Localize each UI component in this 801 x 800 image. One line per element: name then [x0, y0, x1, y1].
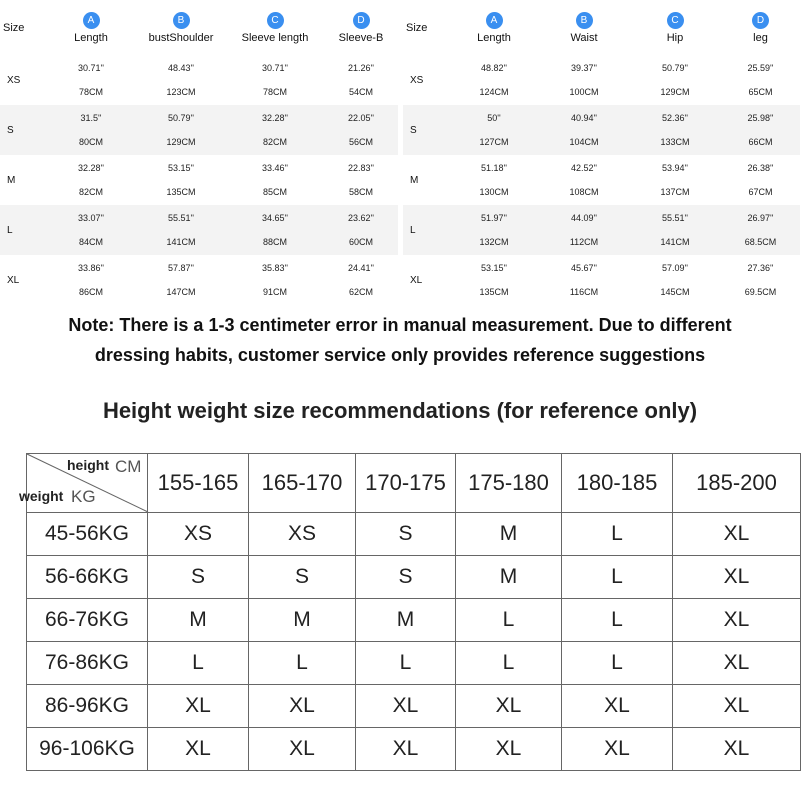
measurement-value — [629, 162, 721, 198]
size-row — [0, 155, 398, 205]
badge-icon: D — [752, 12, 769, 29]
recommended-size: XL — [562, 728, 673, 771]
measurement-cell — [629, 105, 721, 155]
height-unit: CM — [115, 457, 142, 476]
recommended-size: M — [249, 599, 356, 642]
size-label: XL — [410, 274, 423, 286]
measurement-value — [46, 62, 136, 98]
measurement-value — [721, 262, 800, 298]
pants-col-header: B Waist — [539, 0, 629, 55]
recommended-size: L — [456, 599, 562, 642]
pants-size-body — [403, 55, 800, 305]
badge-icon: B — [576, 12, 593, 29]
height-range-header: 155-165 — [148, 454, 249, 513]
weight-range: 66-76KG — [27, 599, 148, 642]
cm-value: 130CM — [479, 187, 509, 197]
tops-size-table — [0, 0, 398, 305]
cm-value: 137CM — [660, 187, 690, 197]
measurement-value — [46, 212, 136, 248]
inch-value: 25.59'' — [747, 63, 774, 73]
recommended-size: S — [148, 556, 249, 599]
inch-value: 27.36'' — [747, 263, 774, 273]
recommended-size: L — [356, 642, 456, 685]
cm-value: 147CM — [166, 287, 196, 297]
inch-value: 40.94'' — [571, 113, 597, 123]
pants-col-header: D leg — [721, 0, 800, 55]
height-range-header: 185-200 — [673, 454, 801, 513]
size-label: M — [7, 174, 16, 186]
inch-value: 24.41'' — [348, 263, 374, 273]
cm-value: 80CM — [78, 137, 103, 147]
inch-value: 34.65'' — [262, 213, 288, 223]
recommended-size: S — [249, 556, 356, 599]
cm-value: 54CM — [348, 87, 373, 97]
corner-cell — [19, 454, 148, 513]
cm-value: 100CM — [569, 87, 599, 97]
tops-size-panel — [0, 0, 398, 305]
measurement-value — [449, 112, 539, 148]
pants-size-header: Size — [406, 21, 428, 34]
inch-value: 22.05'' — [348, 113, 374, 123]
recommended-size: XL — [148, 728, 249, 771]
cm-value: 135CM — [479, 287, 509, 297]
recommended-size: S — [356, 556, 456, 599]
recommendation-table — [19, 453, 801, 771]
recommended-size: S — [356, 513, 456, 556]
measurement-cell — [136, 105, 226, 155]
measurement-note — [0, 310, 800, 370]
measurement-cell — [629, 55, 721, 105]
measurement-cell — [721, 155, 800, 205]
inch-value: 48.82'' — [481, 63, 507, 73]
measurement-cell — [136, 55, 226, 105]
tops-col-header: A Length — [46, 0, 136, 55]
cm-value: 132CM — [479, 237, 509, 247]
measurement-value — [539, 262, 629, 298]
cm-value: 56CM — [348, 137, 373, 147]
weight-range: 86-96KG — [27, 685, 148, 728]
inch-value: 26.38'' — [747, 163, 774, 173]
pants-header-row — [403, 0, 800, 55]
size-label: XS — [410, 74, 424, 86]
size-row — [403, 205, 800, 255]
recommended-size: XL — [673, 642, 801, 685]
recommendation-row — [27, 642, 801, 685]
inch-value: 31.5'' — [80, 113, 102, 123]
measurement-value — [721, 162, 800, 198]
tops-col-header: D Sleeve-B — [324, 0, 398, 55]
recommendation-body — [19, 454, 801, 771]
measurement-cell — [226, 255, 324, 305]
cm-value: 82CM — [78, 187, 103, 197]
measurement-cell — [539, 155, 629, 205]
measurement-value — [324, 162, 398, 198]
measurement-value — [629, 262, 721, 298]
measurement-cell — [46, 55, 136, 105]
weight-range: 76-86KG — [27, 642, 148, 685]
inch-value: 50'' — [487, 113, 501, 123]
size-row — [403, 155, 800, 205]
size-label: L — [410, 224, 416, 236]
recommended-size: XL — [673, 513, 801, 556]
inch-value: 30.71'' — [262, 63, 288, 73]
measurement-value — [226, 62, 324, 98]
measurement-cell — [539, 205, 629, 255]
measurement-cell — [136, 205, 226, 255]
badge-icon: A — [486, 12, 503, 29]
recommended-size: XL — [456, 728, 562, 771]
measurement-cell — [226, 205, 324, 255]
recommendation-row — [27, 728, 801, 771]
recommended-size: L — [249, 642, 356, 685]
size-row — [0, 105, 398, 155]
cm-value: 116CM — [569, 287, 599, 297]
inch-value: 35.83'' — [262, 263, 288, 273]
measurement-value — [449, 262, 539, 298]
cm-value: 145CM — [660, 287, 690, 297]
inch-value: 57.09'' — [662, 263, 688, 273]
recommended-size: M — [356, 599, 456, 642]
cm-value: 82CM — [262, 137, 287, 147]
recommendation-row — [27, 599, 801, 642]
cm-value: 141CM — [660, 237, 690, 247]
recommended-size: M — [148, 599, 249, 642]
measurement-value — [324, 112, 398, 148]
tops-col-header: C Sleeve length — [226, 0, 324, 55]
size-row — [0, 55, 398, 105]
measurement-value — [136, 212, 226, 248]
cm-value: 133CM — [660, 137, 690, 147]
recommended-size: XL — [356, 728, 456, 771]
size-row — [403, 105, 800, 155]
weight-range: 96-106KG — [27, 728, 148, 771]
cm-value: 141CM — [166, 237, 196, 247]
cm-value: 65CM — [748, 87, 773, 97]
inch-value: 45.67'' — [571, 263, 597, 273]
recommended-size: L — [456, 642, 562, 685]
recommended-size: L — [148, 642, 249, 685]
measurement-value — [449, 212, 539, 248]
measurement-cell — [629, 255, 721, 305]
measurement-value — [136, 162, 226, 198]
recommended-size: XL — [148, 685, 249, 728]
measurement-cell — [539, 255, 629, 305]
cm-value: 84CM — [78, 237, 103, 247]
measurement-cell — [324, 255, 398, 305]
cm-value: 104CM — [569, 137, 599, 147]
measurement-cell — [629, 205, 721, 255]
height-range-header: 170-175 — [356, 454, 456, 513]
height-range-header: 180-185 — [562, 454, 673, 513]
height-range-header: 175-180 — [456, 454, 562, 513]
measurement-value — [226, 112, 324, 148]
measurement-cell — [324, 55, 398, 105]
cm-value: 108CM — [569, 187, 599, 197]
measurement-value — [324, 262, 398, 298]
measurement-cell — [226, 105, 324, 155]
note-line: Note: There is a 1-3 centimeter error in manual measurement. Due to different — [68, 315, 732, 335]
measurement-value — [539, 112, 629, 148]
inch-value: 32.28'' — [78, 163, 104, 173]
size-label: S — [7, 124, 14, 136]
inch-value: 53.15'' — [481, 263, 507, 273]
recommended-size: L — [562, 642, 673, 685]
size-row — [0, 205, 398, 255]
inch-value: 33.07'' — [78, 213, 104, 223]
measurement-value — [449, 62, 539, 98]
recommended-size: XL — [562, 685, 673, 728]
size-row — [0, 255, 398, 305]
recommended-size: XL — [356, 685, 456, 728]
size-label: S — [410, 124, 417, 136]
size-label: XS — [7, 74, 21, 86]
recommendation-header-row — [27, 454, 801, 513]
cm-value: 123CM — [166, 87, 196, 97]
cm-value: 129CM — [660, 87, 690, 97]
measurement-value — [46, 112, 136, 148]
measurement-cell — [324, 155, 398, 205]
cm-value: 91CM — [262, 287, 287, 297]
cm-value: 85CM — [262, 187, 287, 197]
cm-value: 127CM — [479, 137, 509, 147]
inch-value: 51.18'' — [481, 163, 507, 173]
inch-value: 44.09'' — [571, 213, 597, 223]
tops-size-body — [0, 55, 398, 305]
measurement-cell — [449, 105, 539, 155]
cm-value: 135CM — [166, 187, 196, 197]
cm-value: 62CM — [348, 287, 373, 297]
measurement-value — [324, 212, 398, 248]
cm-value: 66CM — [748, 137, 773, 147]
recommended-size: L — [562, 556, 673, 599]
measurement-cell — [539, 55, 629, 105]
cm-value: 69.5CM — [744, 287, 777, 297]
inch-value: 48.43'' — [168, 63, 194, 73]
inch-value: 26.97'' — [747, 213, 774, 223]
inch-value: 22.83'' — [348, 163, 374, 173]
measurement-value — [136, 62, 226, 98]
height-label: height — [67, 457, 109, 473]
inch-value: 21.26'' — [348, 63, 374, 73]
measurement-value — [721, 62, 800, 98]
weight-unit: KG — [71, 487, 96, 506]
note-line: dressing habits, customer service only provides reference suggestions — [94, 345, 706, 365]
measurement-cell — [721, 255, 800, 305]
measurement-value — [721, 212, 800, 248]
inch-value: 52.36'' — [662, 113, 688, 123]
badge-icon: B — [173, 12, 190, 29]
measurement-value — [449, 162, 539, 198]
inch-value: 50.79'' — [168, 113, 194, 123]
inch-value: 53.94'' — [662, 163, 688, 173]
cm-value: 112CM — [569, 237, 599, 247]
badge-icon: C — [267, 12, 284, 29]
cm-value: 129CM — [166, 137, 196, 147]
inch-value: 57.87'' — [168, 263, 194, 273]
pants-size-table — [403, 0, 800, 305]
measurement-value — [629, 112, 721, 148]
recommended-size: XS — [249, 513, 356, 556]
recommendation-row — [27, 556, 801, 599]
size-label: M — [410, 174, 419, 186]
weight-range: 56-66KG — [27, 556, 148, 599]
inch-value: 53.15'' — [168, 163, 194, 173]
measurement-value — [46, 162, 136, 198]
measurement-cell — [449, 205, 539, 255]
recommended-size: L — [562, 599, 673, 642]
measurement-value — [539, 162, 629, 198]
measurement-cell — [136, 255, 226, 305]
inch-value: 39.37'' — [571, 63, 597, 73]
inch-value: 30.71'' — [78, 63, 104, 73]
recommendation-title: Height weight size recommendations (for reference only) — [102, 398, 698, 423]
badge-icon: A — [83, 12, 100, 29]
height-range-header: 165-170 — [249, 454, 356, 513]
recommended-size: XL — [673, 556, 801, 599]
inch-value: 32.28'' — [262, 113, 288, 123]
measurement-cell — [46, 155, 136, 205]
recommended-size: XS — [148, 513, 249, 556]
cm-value: 88CM — [262, 237, 287, 247]
cm-value: 58CM — [348, 187, 373, 197]
recommended-size: XL — [673, 599, 801, 642]
recommended-size: XL — [673, 728, 801, 771]
recommendation-row — [27, 513, 801, 556]
cm-value: 78CM — [78, 87, 103, 97]
recommended-size: XL — [249, 685, 356, 728]
measurement-value — [324, 62, 398, 98]
measurement-cell — [629, 155, 721, 205]
inch-value: 51.97'' — [481, 213, 507, 223]
measurement-value — [629, 212, 721, 248]
tops-size-header: Size — [3, 21, 25, 34]
measurement-cell — [46, 105, 136, 155]
recommended-size: XL — [673, 685, 801, 728]
measurement-cell — [721, 205, 800, 255]
pants-col-header: C Hip — [629, 0, 721, 55]
recommended-size: XL — [456, 685, 562, 728]
measurement-value — [226, 162, 324, 198]
measurement-value — [226, 212, 324, 248]
size-label: XL — [7, 274, 20, 286]
cm-value: 78CM — [262, 87, 287, 97]
cm-value: 124CM — [479, 87, 509, 97]
measurement-cell — [226, 55, 324, 105]
measurement-cell — [46, 255, 136, 305]
weight-range: 45-56KG — [27, 513, 148, 556]
recommended-size: XL — [249, 728, 356, 771]
recommendation-row — [27, 685, 801, 728]
cm-value: 67CM — [748, 187, 773, 197]
size-row — [403, 55, 800, 105]
measurement-value — [721, 112, 800, 148]
measurement-cell — [721, 105, 800, 155]
pants-col-header: A Length — [449, 0, 539, 55]
size-row — [403, 255, 800, 305]
cm-value: 86CM — [78, 287, 103, 297]
recommended-size: M — [456, 556, 562, 599]
inch-value: 33.86'' — [78, 263, 104, 273]
badge-icon: D — [353, 12, 370, 29]
badge-icon: C — [667, 12, 684, 29]
measurement-cell — [46, 205, 136, 255]
inch-value: 25.98'' — [747, 113, 774, 123]
inch-value: 42.52'' — [571, 163, 597, 173]
measurement-cell — [721, 55, 800, 105]
measurement-value — [629, 62, 721, 98]
measurement-cell — [539, 105, 629, 155]
measurement-value — [136, 262, 226, 298]
measurement-value — [46, 262, 136, 298]
tops-col-header: B bustShoulder — [136, 0, 226, 55]
measurement-cell — [324, 105, 398, 155]
measurement-cell — [324, 205, 398, 255]
measurement-cell — [136, 155, 226, 205]
measurement-value — [539, 212, 629, 248]
measurement-cell — [449, 155, 539, 205]
size-label: L — [7, 224, 13, 236]
cm-value: 60CM — [348, 237, 373, 247]
measurement-cell — [449, 255, 539, 305]
cm-value: 68.5CM — [744, 237, 777, 247]
inch-value: 33.46'' — [262, 163, 288, 173]
measurement-value — [539, 62, 629, 98]
measurement-cell — [449, 55, 539, 105]
inch-value: 55.51'' — [662, 213, 688, 223]
measurement-cell — [226, 155, 324, 205]
recommended-size: M — [456, 513, 562, 556]
recommended-size: L — [562, 513, 673, 556]
inch-value: 23.62'' — [348, 213, 374, 223]
tops-header-row — [0, 0, 398, 55]
inch-value: 55.51'' — [168, 213, 194, 223]
weight-label: weight — [19, 488, 64, 504]
measurement-value — [226, 262, 324, 298]
pants-size-panel — [403, 0, 800, 305]
inch-value: 50.79'' — [662, 63, 688, 73]
measurement-value — [136, 112, 226, 148]
